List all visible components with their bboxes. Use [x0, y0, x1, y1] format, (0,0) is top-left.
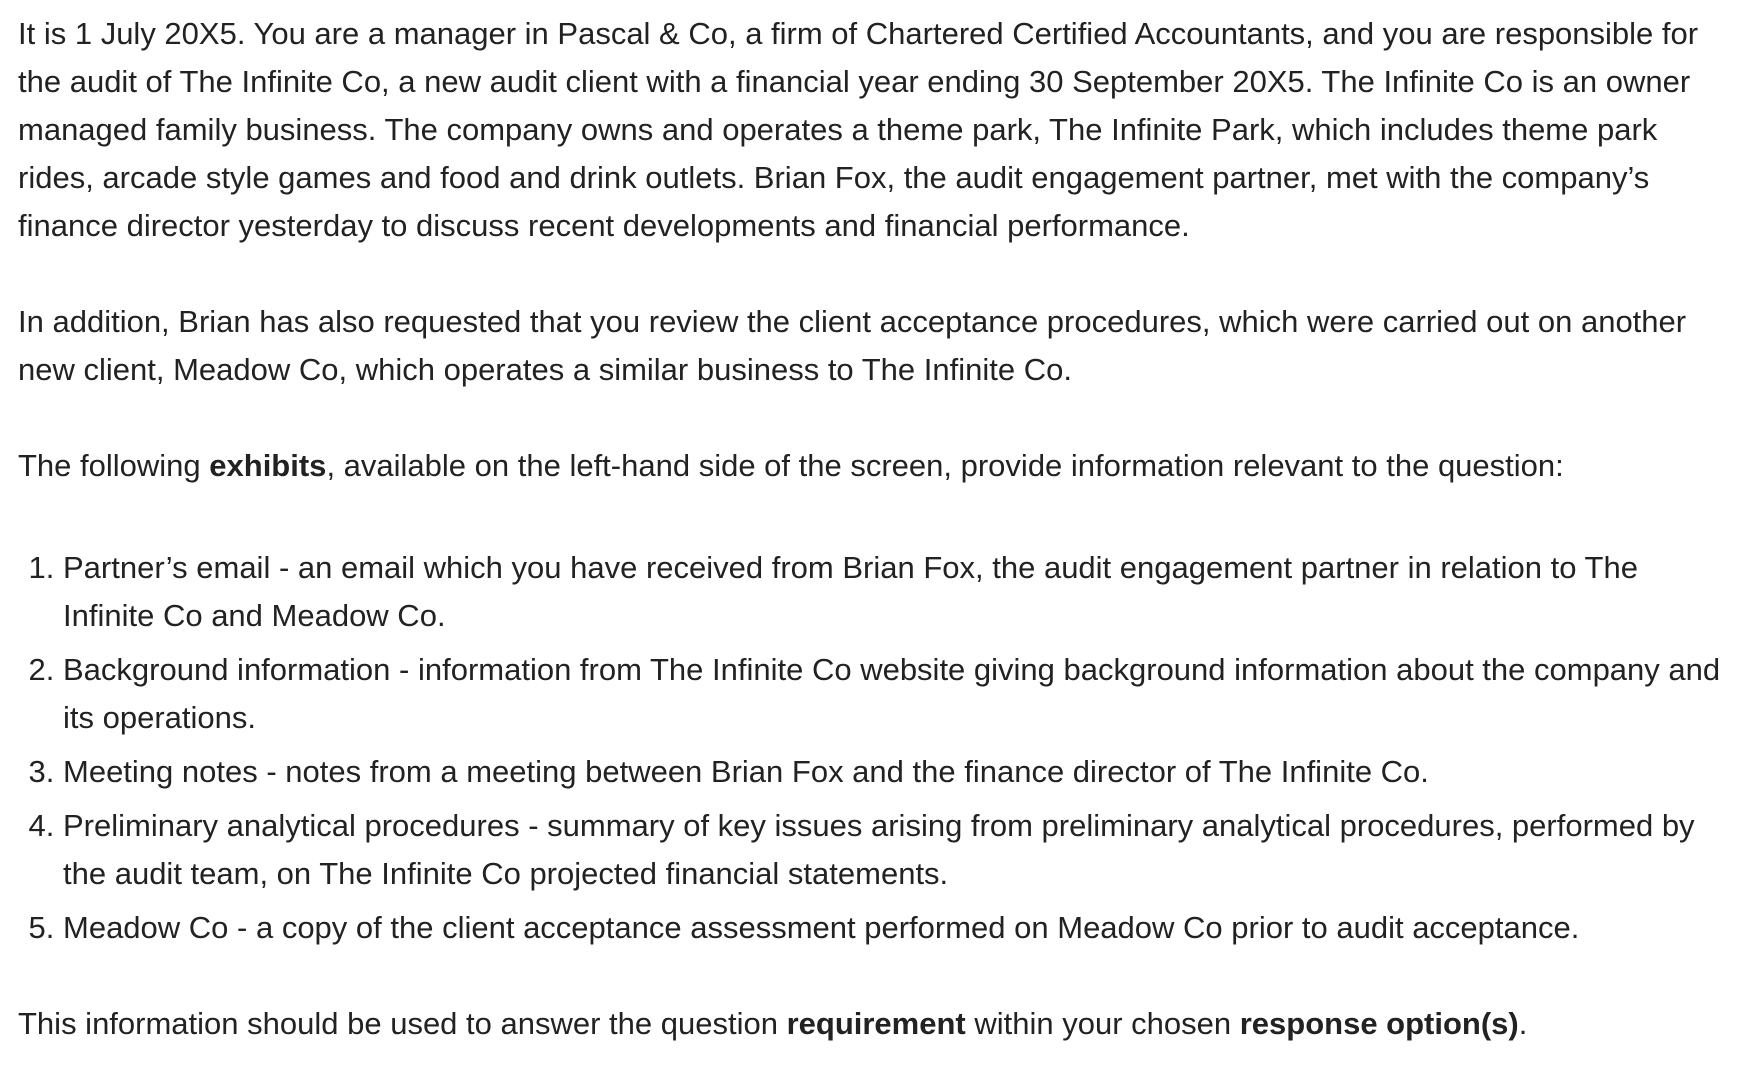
closing-part-3: . [1518, 1006, 1528, 1041]
intro-paragraph-1: It is 1 July 20X5. You are a manager in Pascal & Co, a firm of Chartered Certified Accountants, and you are responsible for the audit of The Infinite Co, a new audit client with a financial year ending 30 September 20X5. The Infinite Co is an owner managed family business. The company owns and operates a theme park, The Infinite Park, which includes theme park rides, arcade style games and food and drink outlets. Brian Fox, the audit engagement partner, met with the company’s finance director yesterday to discuss recent developments and financial performance. [18, 16, 1699, 243]
exhibits-intro-before: The following [18, 448, 210, 483]
response-options-keyword: response option(s) [1239, 1006, 1519, 1041]
closing-part-1: This information should be used to answer the question [18, 1006, 787, 1041]
exhibit-item-meadow-co: 5. Meadow Co - a copy of the client acceptance assessment performed on Meadow Co prior to audit acceptance. [63, 904, 1730, 952]
exhibits-list [18, 544, 1730, 952]
closing-part-2: within your chosen [965, 1006, 1240, 1041]
requirement-keyword: requirement [786, 1006, 966, 1041]
exhibit-item-background-information: 2. Background information - information from The Infinite Co website giving background information about the company and its operations. [63, 646, 1730, 742]
scenario-content [18, 10, 1730, 1048]
exhibit-item-preliminary-analytical-procedures: 4. Preliminary analytical procedures - summary of key issues arising from preliminary analytical procedures, performed by the audit team, on The Infinite Co projected financial statements. [63, 802, 1730, 898]
exhibits-intro [18, 442, 1730, 490]
intro-paragraph-2: In addition, Brian has also requested that you review the client acceptance procedures, which were carried out on another new client, Meadow Co, which operates a similar business to The Infinite Co. [18, 304, 1687, 387]
exhibits-keyword: exhibits [209, 448, 327, 483]
closing-instruction [18, 1000, 1730, 1048]
exhibit-item-meeting-notes: 3. Meeting notes - notes from a meeting between Brian Fox and the finance director of The Infinite Co. [63, 748, 1730, 796]
exhibits-intro-after: , available on the left-hand side of the screen, provide information relevant to the question: [326, 448, 1564, 483]
exhibit-item-partners-email: 1. Partner’s email - an email which you have received from Brian Fox, the audit engagement partner in relation to The Infinite Co and Meadow Co. [63, 544, 1730, 640]
